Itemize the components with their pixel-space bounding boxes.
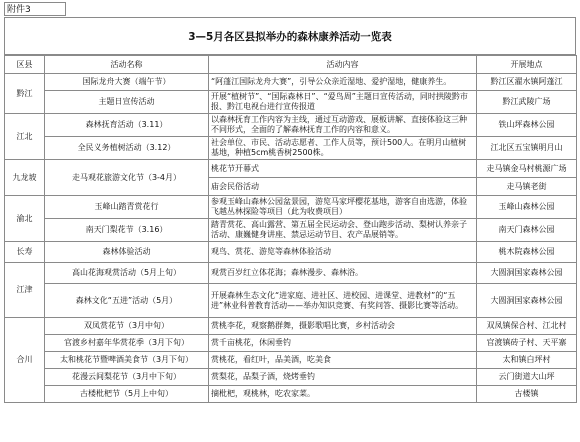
header-place: 开展地点	[477, 56, 577, 74]
activity-content-cell: 开展“植树节”、“国际森林日”、“爱鸟周”主题日宣传活动，同时拱陵黔市报、黔江电视台进行宣传报道	[209, 91, 477, 114]
activity-content-cell: 赏桃花，看红叶，品美酒，吃美食	[209, 352, 477, 369]
activity-content-cell: 赏梨花，品梨子酒，烧烤垂钓	[209, 369, 477, 386]
activity-name-cell: 森林抚育活动（3.11）	[45, 114, 209, 137]
place-cell: 大圆洞国家森林公园	[477, 284, 577, 318]
activity-table	[4, 55, 577, 403]
table-row	[5, 386, 577, 403]
district-cell: 江津	[5, 263, 45, 318]
place-cell: 南天门森林公园	[477, 219, 577, 242]
activity-name-cell: 走马观花旅游文化节（3-4月）	[45, 160, 209, 196]
table-row	[5, 160, 577, 178]
table-row	[5, 335, 577, 352]
place-cell: 铁山坪森林公园	[477, 114, 577, 137]
district-cell: 江北	[5, 114, 45, 160]
table-row	[5, 318, 577, 335]
place-cell: 大圆洞国家森林公园	[477, 263, 577, 284]
place-cell: 黔江武陵广场	[477, 91, 577, 114]
activity-name-cell: 花漫云间梨花节（3月中下旬）	[45, 369, 209, 386]
activity-content-cell: 社会单位、市民、活动志愿者、工作人员等，预计500人。在明月山植树基地，种植5cm桃香树2500株。	[209, 137, 477, 160]
header-activity-content: 活动内容	[209, 56, 477, 74]
activity-content-cell: 以森林抚育工作内容为主线，通过互动游戏、展板讲解、直接体验这三种不同形式，全面的了解森林抚育工作的内容和意义。	[209, 114, 477, 137]
district-cell: 渝北	[5, 196, 45, 242]
activity-content-cell: 观鸟、赏花、游览等森林体验活动	[209, 242, 477, 263]
place-cell: 云门街道大山坪	[477, 369, 577, 386]
activity-name-cell: 国际龙舟大赛（端午节）	[45, 74, 209, 91]
place-cell: 江北区五宝镇明月山	[477, 137, 577, 160]
activity-content-cell: 桃花节开幕式	[209, 160, 477, 178]
table-row	[5, 91, 577, 114]
attachment-label: 附件3	[4, 2, 66, 16]
place-cell: 桃木院森林公园	[477, 242, 577, 263]
table-row	[5, 196, 577, 219]
activity-content-cell: 庙会民俗活动	[209, 178, 477, 196]
activity-content-cell: 摘枇杷，观桃林，吃农家菜。	[209, 386, 477, 403]
place-cell: 双凤镇保合村、江北村	[477, 318, 577, 335]
table-row	[5, 284, 577, 318]
district-cell: 九龙坡	[5, 160, 45, 196]
table-row	[5, 263, 577, 284]
table-row	[5, 352, 577, 369]
activity-content-cell: 踏青赏花、高山露营、第五届全民运动会、登山跑步活动、梨树认养亲子活动、康巍健身讲座、禁忌运动节目、农产品展销等。	[209, 219, 477, 242]
header-district: 区县	[5, 56, 45, 74]
district-cell: 长寿	[5, 242, 45, 263]
table-row	[5, 137, 577, 160]
activity-name-cell: 全民义务植树活动（3.12）	[45, 137, 209, 160]
table-row	[5, 369, 577, 386]
activity-name-cell: 官渡乡村嘉年华赏花季（3月下旬）	[45, 335, 209, 352]
place-cell: 走马镇老街	[477, 178, 577, 196]
activity-name-cell: 古楼枇杷节（5月上中旬）	[45, 386, 209, 403]
activity-content-cell: 参观玉峰山森林公园盆景园，游览马家坪樱花基地，游客自由选游，体验飞越丛林探险等项目（此为收费项目）	[209, 196, 477, 219]
place-cell: 古楼镇	[477, 386, 577, 403]
activity-name-cell: 主题日宣传活动	[45, 91, 209, 114]
activity-content-cell: 赏桃李花，观察鹅群舞，摄影歌唱比赛，乡村活动会	[209, 318, 477, 335]
table-row	[5, 114, 577, 137]
place-cell: 官渡镇砖子村、天平寨	[477, 335, 577, 352]
activity-content-cell: 开展森林生态文化“进家庭、进社区、进校园、进课堂、进教材”的“五进”林业科普教育活动——举办知识竞赛、有奖问答、摄影比赛等活动。	[209, 284, 477, 318]
table-header-row	[5, 56, 577, 74]
header-activity-name: 活动名称	[45, 56, 209, 74]
table-row	[5, 242, 577, 263]
activity-content-cell: “阿蓬江国际龙舟大赛”，引导公众亲近湿地、爱护湿地，健康养生。	[209, 74, 477, 91]
activity-name-cell: 玉峰山踏青赏花行	[45, 196, 209, 219]
activity-content-cell: 观赏百岁红立体花海；森林漫步、森林浴。	[209, 263, 477, 284]
activity-name-cell: 太和桃花节暨啤酒美食节（3月下旬）	[45, 352, 209, 369]
activity-content-cell: 赏千亩桃花，休闲垂钓	[209, 335, 477, 352]
place-cell: 太和镇白坪村	[477, 352, 577, 369]
activity-name-cell: 高山花海观赏活动（5月上旬）	[45, 263, 209, 284]
place-cell: 玉峰山森林公园	[477, 196, 577, 219]
activity-name-cell: 双凤赏花节（3月中旬）	[45, 318, 209, 335]
place-cell: 黔江区濯水镇阿蓬江	[477, 74, 577, 91]
activity-name-cell: 南天门梨花节（3.16）	[45, 219, 209, 242]
district-cell: 黔江	[5, 74, 45, 114]
table-row	[5, 74, 577, 91]
table-row	[5, 219, 577, 242]
district-cell: 合川	[5, 318, 45, 403]
activity-name-cell: 森林体验活动	[45, 242, 209, 263]
activity-name-cell: 森林文化“五进”活动（5月）	[45, 284, 209, 318]
document-title: 3—5月各区县拟举办的森林康养活动一览表	[4, 17, 576, 55]
place-cell: 走马镇金马村桃源广场	[477, 160, 577, 178]
